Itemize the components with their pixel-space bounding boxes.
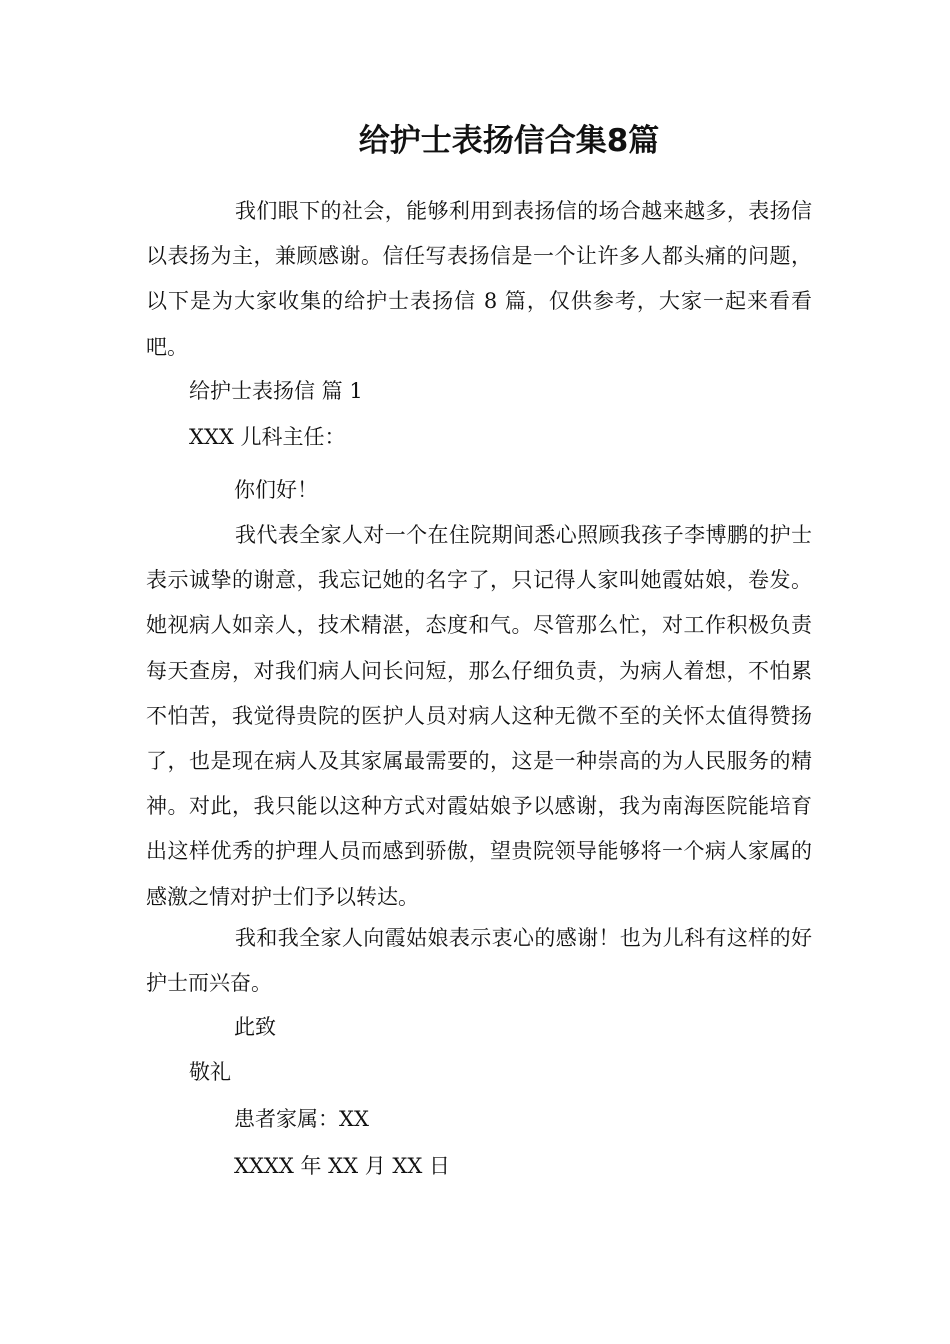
letter-closing-regards: 敬礼: [189, 1060, 231, 1084]
letter-heading: 给护士表扬信 篇 1: [189, 379, 363, 403]
intro-paragraph: 我们眼下的社会，能够利用到表扬信的场合越来越多，表扬信以表扬为主，兼顾感谢。信任写表扬信是一个让许多人都头痛的问题，以下是为大家收集的给护士表扬信 8 篇，仅供参考，大家一起来看看吧。: [146, 199, 812, 359]
letter-body-paragraph-1: 我代表全家人对一个在住院期间悉心照顾我孩子李博鹏的护士表示诚挚的谢意，我忘记她的名字了，只记得人家叫她霞姑娘，卷发。她视病人如亲人，技术精湛，态度和气。尽管那么忙，对工作积极负责每天查房，对我们病人问长问短，那么仔细负责，为病人着想，不怕累不怕苦，我觉得贵院的医护人员对病人这种无微不至的关怀太值得赞扬了，也是现在病人及其家属最需要的，这是一种崇高的为人民服务的精神。对此，我只能以这种方式对霞姑娘予以感谢，我为南海医院能培育出这样优秀的护理人员而感到骄傲，望贵院领导能够将一个病人家属的感激之情对护士们予以转达。: [146, 523, 812, 909]
letter-signature: 患者家属：XX: [234, 1107, 369, 1131]
letter-recipient: XXX 儿科主任：: [189, 425, 346, 449]
letter-closing-salutation: 此致: [234, 1015, 276, 1039]
letter-date: XXXX 年 XX 月 XX 日: [234, 1154, 450, 1178]
letter-greeting: 你们好！: [234, 478, 318, 502]
letter-body-paragraph-2: 我和我全家人向霞姑娘表示衷心的感谢！也为儿科有这样的好护士而兴奋。: [146, 926, 812, 996]
document-title: 给护士表扬信合集8篇: [358, 123, 660, 159]
